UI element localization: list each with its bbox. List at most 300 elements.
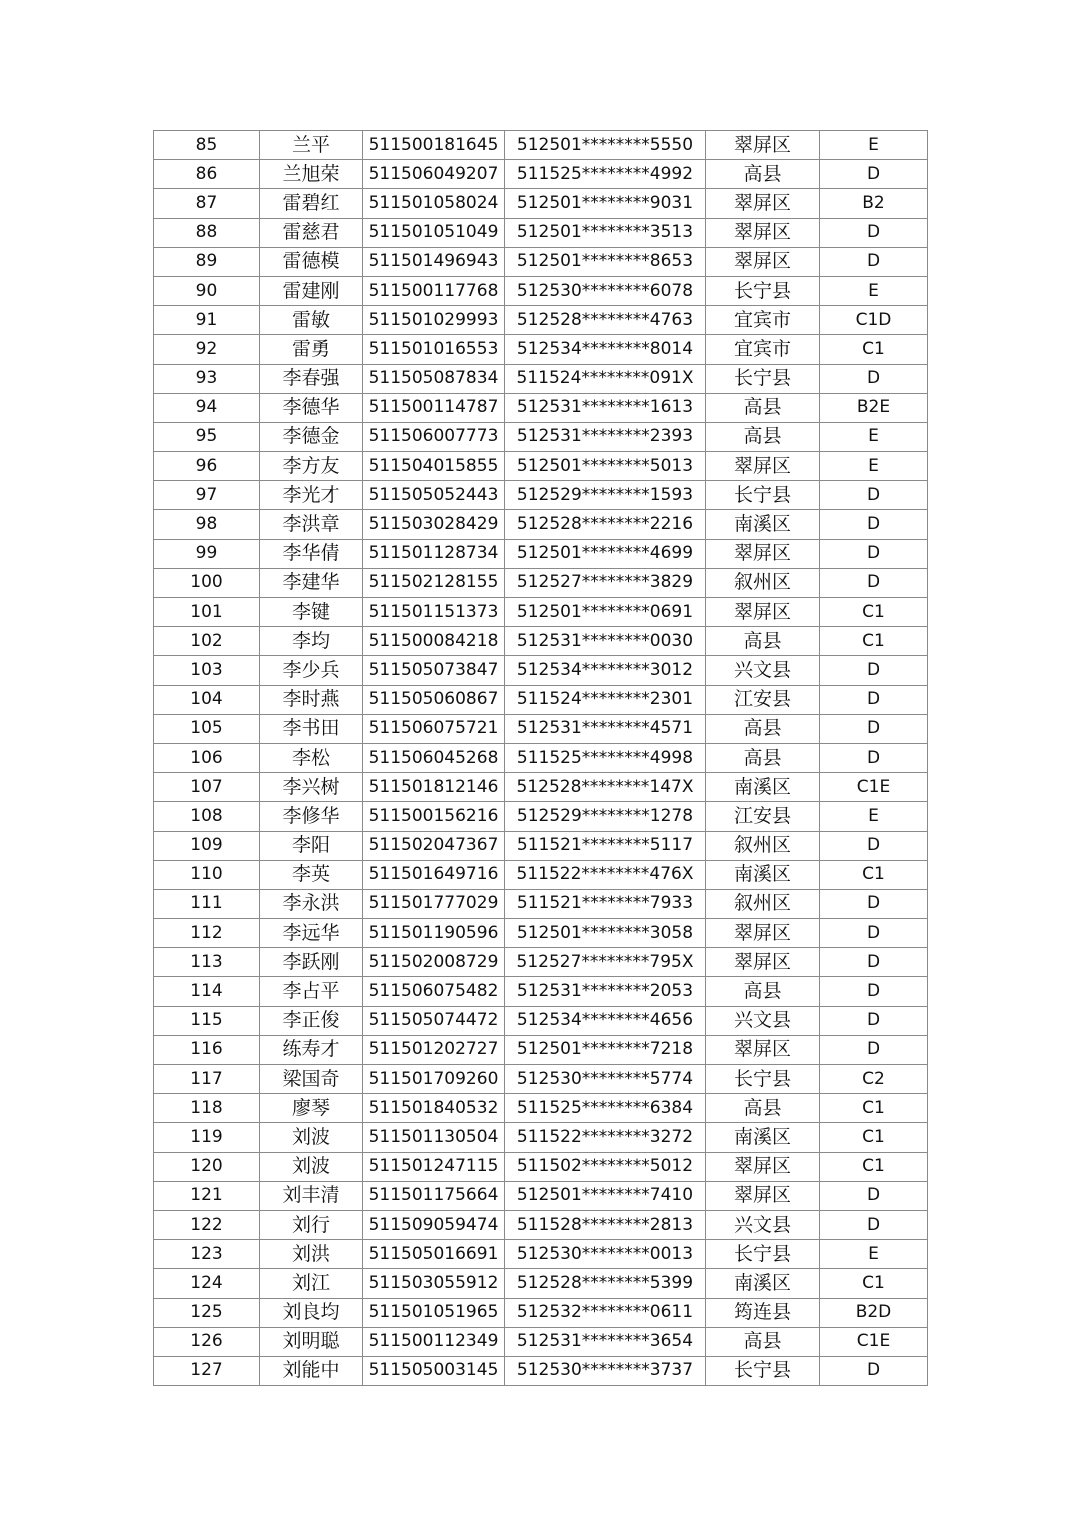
name-cell: 李英	[260, 860, 363, 889]
row-number-cell: 117	[154, 1065, 260, 1094]
district-cell: 翠屏区	[706, 919, 820, 948]
license-class-cell: D	[820, 1035, 928, 1064]
table-row	[154, 1123, 928, 1152]
license-class-cell: C2	[820, 1065, 928, 1094]
row-number-cell: 115	[154, 1006, 260, 1035]
table-row	[154, 189, 928, 218]
district-cell: 翠屏区	[706, 247, 820, 276]
row-number-cell: 108	[154, 802, 260, 831]
district-cell: 翠屏区	[706, 1181, 820, 1210]
table-row	[154, 481, 928, 510]
district-cell: 高县	[706, 627, 820, 656]
district-cell: 翠屏区	[706, 598, 820, 627]
certificate-number-cell: 511501202727	[363, 1035, 505, 1064]
license-class-cell: E	[820, 422, 928, 451]
district-cell: 翠屏区	[706, 452, 820, 481]
certificate-number-cell: 511509059474	[363, 1210, 505, 1239]
id-number-cell: 511528********2813	[505, 1210, 706, 1239]
table-row	[154, 685, 928, 714]
district-cell: 翠屏区	[706, 948, 820, 977]
table-row	[154, 539, 928, 568]
certificate-number-cell: 511501812146	[363, 773, 505, 802]
roster-table	[153, 130, 928, 1386]
license-class-cell: E	[820, 131, 928, 160]
row-number-cell: 126	[154, 1327, 260, 1356]
district-cell: 长宁县	[706, 276, 820, 305]
certificate-number-cell: 511501130504	[363, 1123, 505, 1152]
table-body	[154, 131, 928, 1386]
name-cell: 李兴树	[260, 773, 363, 802]
row-number-cell: 107	[154, 773, 260, 802]
row-number-cell: 89	[154, 247, 260, 276]
table-row	[154, 422, 928, 451]
row-number-cell: 102	[154, 627, 260, 656]
certificate-number-cell: 511505074472	[363, 1006, 505, 1035]
row-number-cell: 87	[154, 189, 260, 218]
name-cell: 刘洪	[260, 1240, 363, 1269]
table-row	[154, 1006, 928, 1035]
name-cell: 练寿才	[260, 1035, 363, 1064]
table-row	[154, 306, 928, 335]
name-cell: 李时燕	[260, 685, 363, 714]
id-number-cell: 512501********5550	[505, 131, 706, 160]
license-class-cell: D	[820, 714, 928, 743]
certificate-number-cell: 511500117768	[363, 276, 505, 305]
certificate-number-cell: 511506007773	[363, 422, 505, 451]
table-row	[154, 714, 928, 743]
license-class-cell: D	[820, 1356, 928, 1385]
district-cell: 兴文县	[706, 1006, 820, 1035]
name-cell: 兰旭荣	[260, 160, 363, 189]
table-row	[154, 831, 928, 860]
license-class-cell: E	[820, 452, 928, 481]
district-cell: 江安县	[706, 802, 820, 831]
name-cell: 刘能中	[260, 1356, 363, 1385]
row-number-cell: 109	[154, 831, 260, 860]
id-number-cell: 512529********1278	[505, 802, 706, 831]
certificate-number-cell: 511501029993	[363, 306, 505, 335]
certificate-number-cell: 511505073847	[363, 656, 505, 685]
row-number-cell: 122	[154, 1210, 260, 1239]
license-class-cell: C1	[820, 1094, 928, 1123]
license-class-cell: C1	[820, 1123, 928, 1152]
id-number-cell: 512501********9031	[505, 189, 706, 218]
table-row	[154, 1327, 928, 1356]
id-number-cell: 512531********3654	[505, 1327, 706, 1356]
license-class-cell: D	[820, 919, 928, 948]
table-row	[154, 568, 928, 597]
district-cell: 翠屏区	[706, 1035, 820, 1064]
certificate-number-cell: 511505016691	[363, 1240, 505, 1269]
license-class-cell: C1	[820, 335, 928, 364]
table-row	[154, 1065, 928, 1094]
id-number-cell: 512532********0611	[505, 1298, 706, 1327]
id-number-cell: 511502********5012	[505, 1152, 706, 1181]
row-number-cell: 123	[154, 1240, 260, 1269]
district-cell: 叙州区	[706, 889, 820, 918]
name-cell: 李德华	[260, 393, 363, 422]
row-number-cell: 104	[154, 685, 260, 714]
row-number-cell: 116	[154, 1035, 260, 1064]
district-cell: 翠屏区	[706, 539, 820, 568]
id-number-cell: 512501********3513	[505, 218, 706, 247]
district-cell: 叙州区	[706, 831, 820, 860]
certificate-number-cell: 511501175664	[363, 1181, 505, 1210]
license-class-cell: B2D	[820, 1298, 928, 1327]
name-cell: 廖琴	[260, 1094, 363, 1123]
id-number-cell: 512528********2216	[505, 510, 706, 539]
name-cell: 李洪章	[260, 510, 363, 539]
license-class-cell: D	[820, 831, 928, 860]
district-cell: 高县	[706, 1094, 820, 1123]
name-cell: 李华倩	[260, 539, 363, 568]
license-class-cell: C1E	[820, 773, 928, 802]
license-class-cell: C1	[820, 598, 928, 627]
row-number-cell: 86	[154, 160, 260, 189]
license-class-cell: D	[820, 364, 928, 393]
row-number-cell: 95	[154, 422, 260, 451]
district-cell: 南溪区	[706, 773, 820, 802]
row-number-cell: 101	[154, 598, 260, 627]
district-cell: 翠屏区	[706, 131, 820, 160]
name-cell: 李修华	[260, 802, 363, 831]
row-number-cell: 88	[154, 218, 260, 247]
certificate-number-cell: 511500114787	[363, 393, 505, 422]
name-cell: 李松	[260, 743, 363, 772]
certificate-number-cell: 511501051049	[363, 218, 505, 247]
name-cell: 雷德模	[260, 247, 363, 276]
table-row	[154, 160, 928, 189]
certificate-number-cell: 511505003145	[363, 1356, 505, 1385]
license-class-cell: B2	[820, 189, 928, 218]
row-number-cell: 98	[154, 510, 260, 539]
certificate-number-cell: 511501777029	[363, 889, 505, 918]
license-class-cell: D	[820, 948, 928, 977]
license-class-cell: E	[820, 276, 928, 305]
id-number-cell: 512501********3058	[505, 919, 706, 948]
row-number-cell: 97	[154, 481, 260, 510]
district-cell: 宜宾市	[706, 306, 820, 335]
id-number-cell: 512531********2053	[505, 977, 706, 1006]
license-class-cell: D	[820, 1006, 928, 1035]
table-row	[154, 276, 928, 305]
certificate-number-cell: 511501128734	[363, 539, 505, 568]
license-class-cell: C1D	[820, 306, 928, 335]
table-row	[154, 364, 928, 393]
license-class-cell: D	[820, 218, 928, 247]
row-number-cell: 119	[154, 1123, 260, 1152]
id-number-cell: 512534********4656	[505, 1006, 706, 1035]
row-number-cell: 114	[154, 977, 260, 1006]
certificate-number-cell: 511501151373	[363, 598, 505, 627]
license-class-cell: E	[820, 1240, 928, 1269]
id-number-cell: 512529********1593	[505, 481, 706, 510]
id-number-cell: 511522********476X	[505, 860, 706, 889]
table-row	[154, 510, 928, 539]
name-cell: 李少兵	[260, 656, 363, 685]
district-cell: 长宁县	[706, 364, 820, 393]
row-number-cell: 112	[154, 919, 260, 948]
certificate-number-cell: 511502047367	[363, 831, 505, 860]
id-number-cell: 512527********795X	[505, 948, 706, 977]
certificate-number-cell: 511501016553	[363, 335, 505, 364]
table-row	[154, 743, 928, 772]
certificate-number-cell: 511501709260	[363, 1065, 505, 1094]
name-cell: 刘波	[260, 1123, 363, 1152]
row-number-cell: 113	[154, 948, 260, 977]
license-class-cell: D	[820, 1181, 928, 1210]
certificate-number-cell: 511506075721	[363, 714, 505, 743]
id-number-cell: 512527********3829	[505, 568, 706, 597]
district-cell: 叙州区	[706, 568, 820, 597]
license-class-cell: D	[820, 1210, 928, 1239]
name-cell: 李阳	[260, 831, 363, 860]
name-cell: 李键	[260, 598, 363, 627]
certificate-number-cell: 511500084218	[363, 627, 505, 656]
license-class-cell: D	[820, 889, 928, 918]
id-number-cell: 512530********3737	[505, 1356, 706, 1385]
table-row	[154, 131, 928, 160]
certificate-number-cell: 511505060867	[363, 685, 505, 714]
license-class-cell: D	[820, 656, 928, 685]
district-cell: 长宁县	[706, 1240, 820, 1269]
license-class-cell: D	[820, 539, 928, 568]
certificate-number-cell: 511500181645	[363, 131, 505, 160]
certificate-number-cell: 511505087834	[363, 364, 505, 393]
table-row	[154, 393, 928, 422]
certificate-number-cell: 511503028429	[363, 510, 505, 539]
row-number-cell: 85	[154, 131, 260, 160]
id-number-cell: 512528********147X	[505, 773, 706, 802]
certificate-number-cell: 511505052443	[363, 481, 505, 510]
certificate-number-cell: 511501247115	[363, 1152, 505, 1181]
name-cell: 李均	[260, 627, 363, 656]
id-number-cell: 511524********091X	[505, 364, 706, 393]
row-number-cell: 106	[154, 743, 260, 772]
license-class-cell: B2E	[820, 393, 928, 422]
certificate-number-cell: 511501496943	[363, 247, 505, 276]
id-number-cell: 512531********1613	[505, 393, 706, 422]
id-number-cell: 512531********4571	[505, 714, 706, 743]
name-cell: 雷慈君	[260, 218, 363, 247]
id-number-cell: 512501********7410	[505, 1181, 706, 1210]
certificate-number-cell: 511502128155	[363, 568, 505, 597]
row-number-cell: 100	[154, 568, 260, 597]
district-cell: 高县	[706, 422, 820, 451]
id-number-cell: 512501********7218	[505, 1035, 706, 1064]
district-cell: 高县	[706, 714, 820, 743]
district-cell: 高县	[706, 977, 820, 1006]
id-number-cell: 512530********6078	[505, 276, 706, 305]
district-cell: 高县	[706, 1327, 820, 1356]
id-number-cell: 512528********4763	[505, 306, 706, 335]
district-cell: 南溪区	[706, 860, 820, 889]
id-number-cell: 512534********8014	[505, 335, 706, 364]
district-cell: 翠屏区	[706, 1152, 820, 1181]
certificate-number-cell: 511501058024	[363, 189, 505, 218]
table-row	[154, 1181, 928, 1210]
name-cell: 李建华	[260, 568, 363, 597]
name-cell: 李书田	[260, 714, 363, 743]
table-row	[154, 1035, 928, 1064]
name-cell: 刘波	[260, 1152, 363, 1181]
row-number-cell: 120	[154, 1152, 260, 1181]
license-class-cell: D	[820, 510, 928, 539]
row-number-cell: 96	[154, 452, 260, 481]
table-row	[154, 948, 928, 977]
district-cell: 南溪区	[706, 1123, 820, 1152]
table-row	[154, 598, 928, 627]
certificate-number-cell: 511500112349	[363, 1327, 505, 1356]
license-class-cell: D	[820, 160, 928, 189]
certificate-number-cell: 511501190596	[363, 919, 505, 948]
row-number-cell: 91	[154, 306, 260, 335]
district-cell: 筠连县	[706, 1298, 820, 1327]
id-number-cell: 512534********3012	[505, 656, 706, 685]
license-class-cell: D	[820, 743, 928, 772]
district-cell: 高县	[706, 393, 820, 422]
table-row	[154, 1210, 928, 1239]
id-number-cell: 511525********4998	[505, 743, 706, 772]
name-cell: 李远华	[260, 919, 363, 948]
district-cell: 兴文县	[706, 656, 820, 685]
table-row	[154, 1240, 928, 1269]
table-row	[154, 802, 928, 831]
district-cell: 南溪区	[706, 510, 820, 539]
row-number-cell: 105	[154, 714, 260, 743]
name-cell: 刘明聪	[260, 1327, 363, 1356]
license-class-cell: E	[820, 802, 928, 831]
table-row	[154, 1269, 928, 1298]
name-cell: 刘丰清	[260, 1181, 363, 1210]
table-row	[154, 1298, 928, 1327]
license-class-cell: D	[820, 977, 928, 1006]
certificate-number-cell: 511502008729	[363, 948, 505, 977]
license-class-cell: C1E	[820, 1327, 928, 1356]
certificate-number-cell: 511501649716	[363, 860, 505, 889]
id-number-cell: 511521********7933	[505, 889, 706, 918]
certificate-number-cell: 511501840532	[363, 1094, 505, 1123]
row-number-cell: 118	[154, 1094, 260, 1123]
district-cell: 翠屏区	[706, 189, 820, 218]
table-row	[154, 452, 928, 481]
certificate-number-cell: 511501051965	[363, 1298, 505, 1327]
id-number-cell: 511522********3272	[505, 1123, 706, 1152]
name-cell: 刘行	[260, 1210, 363, 1239]
name-cell: 李德金	[260, 422, 363, 451]
certificate-number-cell: 511504015855	[363, 452, 505, 481]
name-cell: 李方友	[260, 452, 363, 481]
id-number-cell: 512531********0030	[505, 627, 706, 656]
row-number-cell: 121	[154, 1181, 260, 1210]
table-row	[154, 218, 928, 247]
license-class-cell: C1	[820, 1152, 928, 1181]
row-number-cell: 93	[154, 364, 260, 393]
id-number-cell: 512501********4699	[505, 539, 706, 568]
license-class-cell: C1	[820, 1269, 928, 1298]
row-number-cell: 110	[154, 860, 260, 889]
id-number-cell: 512501********8653	[505, 247, 706, 276]
certificate-number-cell: 511503055912	[363, 1269, 505, 1298]
id-number-cell: 512501********5013	[505, 452, 706, 481]
id-number-cell: 511525********4992	[505, 160, 706, 189]
district-cell: 南溪区	[706, 1269, 820, 1298]
name-cell: 雷建刚	[260, 276, 363, 305]
table-row	[154, 860, 928, 889]
table-row	[154, 656, 928, 685]
table-row	[154, 247, 928, 276]
id-number-cell: 512530********0013	[505, 1240, 706, 1269]
id-number-cell: 512531********2393	[505, 422, 706, 451]
district-cell: 长宁县	[706, 1065, 820, 1094]
row-number-cell: 94	[154, 393, 260, 422]
row-number-cell: 103	[154, 656, 260, 685]
license-class-cell: D	[820, 685, 928, 714]
table-row	[154, 1094, 928, 1123]
table-row	[154, 919, 928, 948]
row-number-cell: 92	[154, 335, 260, 364]
id-number-cell: 511524********2301	[505, 685, 706, 714]
id-number-cell: 512528********5399	[505, 1269, 706, 1298]
name-cell: 刘良均	[260, 1298, 363, 1327]
license-class-cell: D	[820, 247, 928, 276]
table-row	[154, 977, 928, 1006]
certificate-number-cell: 511506075482	[363, 977, 505, 1006]
name-cell: 李春强	[260, 364, 363, 393]
district-cell: 宜宾市	[706, 335, 820, 364]
district-cell: 长宁县	[706, 1356, 820, 1385]
table-row	[154, 1152, 928, 1181]
name-cell: 李光才	[260, 481, 363, 510]
district-cell: 高县	[706, 743, 820, 772]
id-number-cell: 512530********5774	[505, 1065, 706, 1094]
row-number-cell: 99	[154, 539, 260, 568]
district-cell: 江安县	[706, 685, 820, 714]
table-row	[154, 1356, 928, 1385]
table-row	[154, 773, 928, 802]
id-number-cell: 512501********0691	[505, 598, 706, 627]
table-row	[154, 335, 928, 364]
id-number-cell: 511521********5117	[505, 831, 706, 860]
name-cell: 梁国奇	[260, 1065, 363, 1094]
name-cell: 李跃刚	[260, 948, 363, 977]
id-number-cell: 511525********6384	[505, 1094, 706, 1123]
row-number-cell: 125	[154, 1298, 260, 1327]
table-row	[154, 889, 928, 918]
name-cell: 雷勇	[260, 335, 363, 364]
name-cell: 李永洪	[260, 889, 363, 918]
row-number-cell: 111	[154, 889, 260, 918]
name-cell: 雷碧红	[260, 189, 363, 218]
name-cell: 雷敏	[260, 306, 363, 335]
district-cell: 兴文县	[706, 1210, 820, 1239]
table-row	[154, 627, 928, 656]
license-class-cell: C1	[820, 860, 928, 889]
row-number-cell: 90	[154, 276, 260, 305]
license-class-cell: D	[820, 568, 928, 597]
certificate-number-cell: 511500156216	[363, 802, 505, 831]
district-cell: 长宁县	[706, 481, 820, 510]
license-class-cell: D	[820, 481, 928, 510]
district-cell: 翠屏区	[706, 218, 820, 247]
row-number-cell: 124	[154, 1269, 260, 1298]
name-cell: 刘江	[260, 1269, 363, 1298]
name-cell: 兰平	[260, 131, 363, 160]
certificate-number-cell: 511506049207	[363, 160, 505, 189]
certificate-number-cell: 511506045268	[363, 743, 505, 772]
license-class-cell: C1	[820, 627, 928, 656]
name-cell: 李正俊	[260, 1006, 363, 1035]
